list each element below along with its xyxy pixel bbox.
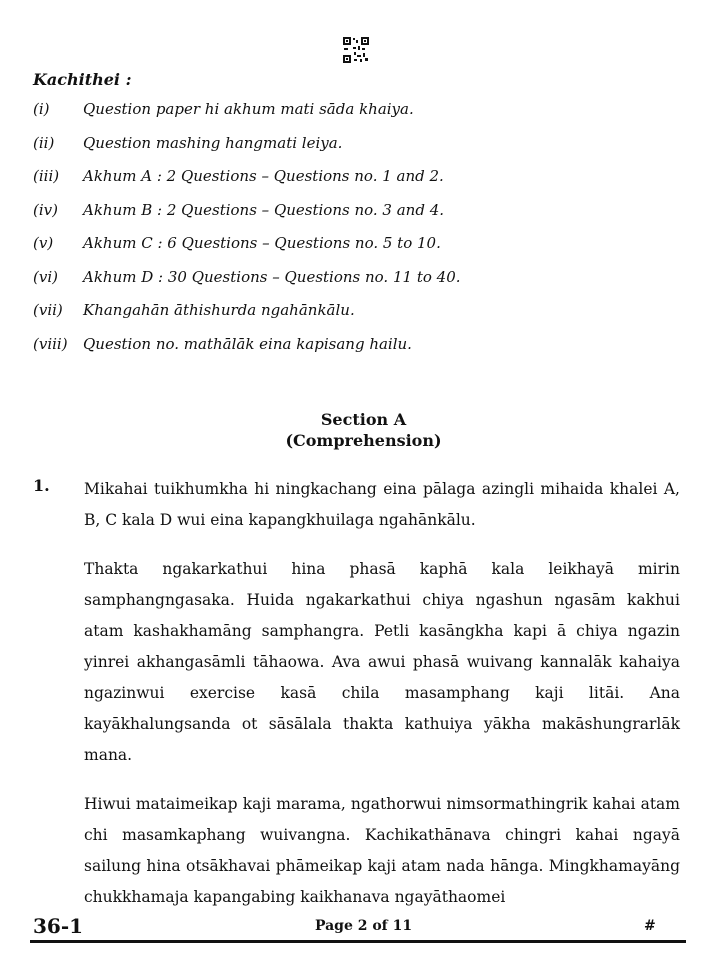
section-title: Section A bbox=[320, 410, 407, 429]
section-subtitle: (Comprehension) bbox=[285, 431, 442, 450]
instruction-item bbox=[33, 167, 693, 201]
instructions-heading: Kachithei : bbox=[33, 70, 132, 89]
instruction-number: (i) bbox=[33, 100, 50, 118]
instruction-item bbox=[33, 234, 693, 268]
instruction-text: Question mashing hangmati leiya. bbox=[83, 133, 343, 152]
instruction-item bbox=[33, 301, 693, 335]
instruction-number: (ii) bbox=[33, 133, 55, 152]
instruction-item bbox=[33, 100, 693, 134]
passage-paragraph: Thakta ngakarkathui hina phasā kaphā kala leikhayā mirin samphangngasaka. Huida ngakarkathui chiya ngashun ngasām kakhui atam kashakhamāng samphangra. Petli kasāngkha kapi ā chiya ngazin yinrei akhangasāmli tāhaowa. Ava awui phasā wuivang kannalāk kahaiya ngazinwui exercise kasā chila masamphang kaji litāi. Ana kayākhalungsanda ot sāsālala thakta kathuiya yākha makāshungrarlāk mana. bbox=[84, 560, 680, 764]
footer-mark: # bbox=[644, 918, 656, 934]
instruction-text: Question paper hi akhum mati sāda khaiya. bbox=[83, 100, 414, 118]
footer-divider bbox=[30, 940, 686, 943]
question-body bbox=[84, 474, 680, 931]
qr-code-icon bbox=[343, 37, 369, 63]
instruction-number: (iv) bbox=[33, 200, 58, 219]
instruction-item bbox=[33, 201, 693, 235]
instruction-number: (v) bbox=[33, 234, 54, 252]
page-number: Page 2 of 11 bbox=[314, 918, 413, 934]
instruction-number: (viii) bbox=[33, 334, 68, 353]
instruction-number: (vi) bbox=[33, 267, 58, 286]
question-prompt: Mikahai tuikhumkha hi ningkachang eina pālaga azingli mihaida khalei A, B, C kala D wui eina kapangkhuilaga ngahānkālu. bbox=[84, 480, 680, 529]
instruction-number: (vii) bbox=[33, 301, 63, 319]
instruction-number: (iii) bbox=[33, 167, 60, 185]
question-number: 1. bbox=[33, 476, 50, 495]
instructions-list bbox=[33, 100, 693, 368]
instruction-item bbox=[33, 335, 693, 369]
instruction-text: Akhum A : 2 Questions – Questions no. 1 and 2. bbox=[83, 167, 444, 185]
passage-paragraph: Hiwui mataimeikap kaji marama, ngathorwui nimsormathingrik kahai atam chi masamkaphang wuivangna. Kachikathānava chingri kahai ngayā sailung hina otsākhavai phāmeikap kaji atam nada hānga. Mingkhamayāng chukkhamaja kapangabing kaikhanava ngayāthaomei bbox=[84, 795, 680, 906]
instruction-text: Khangahān āthishurda ngahānkālu. bbox=[83, 301, 355, 319]
instruction-text: Akhum C : 6 Questions – Questions no. 5 to 10. bbox=[83, 234, 441, 252]
instruction-text: Akhum B : 2 Questions – Questions no. 3 and 4. bbox=[83, 200, 445, 219]
paper-code: 36-1 bbox=[33, 914, 84, 938]
instruction-item bbox=[33, 268, 693, 302]
instruction-item bbox=[33, 134, 693, 168]
instruction-text: Question no. mathālāk eina kapisang hailu. bbox=[83, 334, 412, 353]
instruction-text: Akhum D : 30 Questions – Questions no. 11 to 40. bbox=[83, 267, 461, 286]
